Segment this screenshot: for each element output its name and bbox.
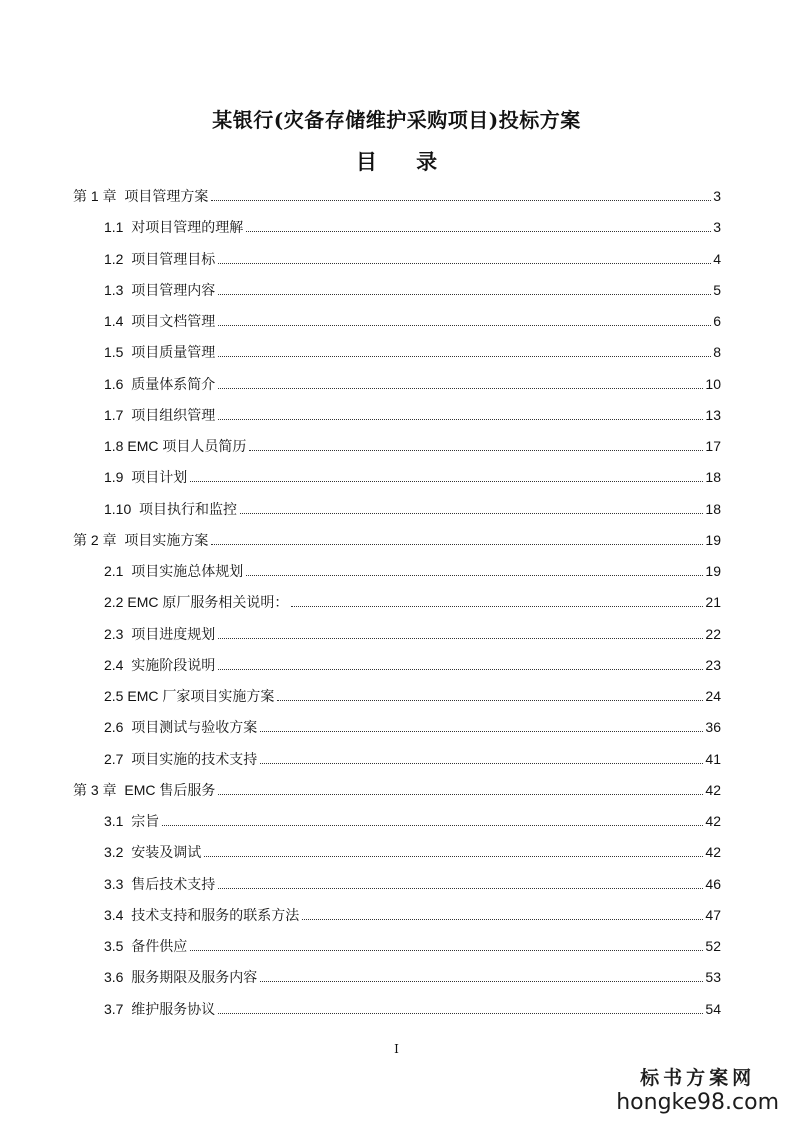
toc-entry-number: 1.2 xyxy=(104,250,132,267)
toc-entry-page: 19 xyxy=(705,531,721,548)
toc-entry-number: 1.4 xyxy=(104,313,132,329)
toc-entry[interactable] xyxy=(104,499,721,519)
toc-entry-title: 项目管理方案 xyxy=(124,188,209,204)
toc-dot-leader xyxy=(190,949,703,951)
toc-entry[interactable] xyxy=(104,686,721,706)
toc-entry-number: 1.3 xyxy=(104,281,132,298)
document-title: 某银行(灾备存储维护采购项目)投标方案 xyxy=(212,108,581,132)
toc-entry-page: 21 xyxy=(705,594,721,611)
toc-entry[interactable] xyxy=(104,842,721,862)
watermark-text-cn: 标书方案网 xyxy=(640,1067,756,1089)
toc-dot-leader xyxy=(190,480,703,482)
toc-dot-leader xyxy=(260,980,703,982)
toc-entry-page: 52 xyxy=(705,938,721,954)
toc-entry-page: 6 xyxy=(713,313,721,329)
toc-entry[interactable] xyxy=(104,874,721,894)
watermark-text-en: hongke98.com xyxy=(616,1090,779,1115)
toc-entry[interactable] xyxy=(104,717,721,737)
toc-entry[interactable] xyxy=(104,967,721,987)
toc-entry[interactable] xyxy=(104,342,721,362)
toc-entry-title: 项目文档管理 xyxy=(131,313,216,329)
toc-entry[interactable] xyxy=(104,561,721,581)
toc-entry-number: 1.10 xyxy=(104,500,140,517)
toc-entry-number: 2.7 xyxy=(104,750,132,767)
toc-entry-number: 1.7 xyxy=(104,406,132,423)
toc-entry[interactable] xyxy=(73,780,721,800)
toc-entry-title: 项目执行和监控 xyxy=(139,500,238,517)
toc-entry[interactable] xyxy=(73,530,721,550)
toc-entry-title: EMC 项目人员简历 xyxy=(127,438,247,454)
toc-entry-title: 项目管理目标 xyxy=(131,250,216,267)
toc-entry[interactable] xyxy=(104,905,721,925)
toc-entry-number: 2.5 xyxy=(104,688,128,704)
toc-entry-number: 3.3 xyxy=(104,875,132,892)
toc-heading: 目 录 xyxy=(355,149,454,174)
toc-entry-title: 服务期限及服务内容 xyxy=(131,969,258,986)
toc-entry-page: 53 xyxy=(705,969,721,986)
toc-dot-leader xyxy=(240,512,703,514)
toc-dot-leader xyxy=(218,1012,703,1014)
toc-entry-number: 第 1 章 xyxy=(73,188,125,204)
toc-dot-leader xyxy=(277,699,703,701)
toc-entry-number: 第 2 章 xyxy=(73,531,125,548)
toc-dot-leader xyxy=(302,918,703,920)
toc-entry-title: 项目实施的技术支持 xyxy=(131,750,258,767)
toc-dot-leader xyxy=(218,637,703,639)
toc-entry-number: 2.2 xyxy=(104,594,128,611)
toc-entry-page: 42 xyxy=(705,781,721,798)
toc-entry[interactable] xyxy=(104,217,721,237)
toc-entry-title: 项目测试与验收方案 xyxy=(131,719,258,736)
toc-dot-leader xyxy=(218,668,703,670)
toc-entry-title: 项目管理内容 xyxy=(131,281,216,298)
toc-entry[interactable] xyxy=(104,592,721,612)
toc-dot-leader xyxy=(204,855,703,857)
toc-entry-title: 项目质量管理 xyxy=(131,344,216,361)
toc-entry[interactable] xyxy=(104,311,721,331)
toc-entry-number: 1.9 xyxy=(104,469,132,486)
toc-entry-title: 实施阶段说明 xyxy=(131,656,216,673)
toc-entry[interactable] xyxy=(104,624,721,644)
toc-entry-page: 18 xyxy=(705,500,721,517)
toc-entry[interactable] xyxy=(104,811,721,831)
toc-entry[interactable] xyxy=(104,374,721,394)
toc-dot-leader xyxy=(211,543,703,545)
toc-entry[interactable] xyxy=(73,186,721,206)
toc-entry-page: 46 xyxy=(705,875,721,892)
toc-entry[interactable] xyxy=(104,749,721,769)
toc-entry-page: 36 xyxy=(705,719,721,736)
toc-entry-number: 3.7 xyxy=(104,1000,132,1017)
toc-dot-leader xyxy=(249,449,703,451)
toc-entry-title: 备件供应 xyxy=(131,938,188,954)
toc-entry[interactable] xyxy=(104,936,721,956)
toc-entry-title: 项目实施总体规划 xyxy=(131,563,244,579)
toc-dot-leader xyxy=(218,887,703,889)
toc-entry-title: 项目实施方案 xyxy=(124,531,209,548)
toc-entry[interactable] xyxy=(104,405,721,425)
toc-dot-leader xyxy=(218,355,711,357)
toc-entry-page: 10 xyxy=(705,375,721,392)
toc-entry-title: 项目进度规划 xyxy=(131,625,216,642)
toc-entry-page: 13 xyxy=(705,406,721,423)
toc-entry-number: 第 3 章 xyxy=(73,781,125,798)
toc-entry-number: 1.1 xyxy=(104,219,132,236)
toc-dot-leader xyxy=(218,262,711,264)
toc-entry-page: 3 xyxy=(713,219,721,236)
toc-entry-page: 23 xyxy=(705,656,721,673)
toc-dot-leader xyxy=(218,418,703,420)
toc-entry-title: EMC 售后服务 xyxy=(124,781,216,798)
toc-entry-number: 3.1 xyxy=(104,813,132,829)
toc-entry-page: 19 xyxy=(705,563,721,579)
toc-entry-page: 17 xyxy=(705,438,721,454)
toc-entry-number: 1.6 xyxy=(104,375,132,392)
toc-entry-title: EMC 厂家项目实施方案 xyxy=(127,688,275,704)
toc-dot-leader xyxy=(218,293,711,295)
toc-dot-leader xyxy=(218,793,703,795)
toc-entry-number: 2.6 xyxy=(104,719,132,736)
toc-entry-title: 安装及调试 xyxy=(131,844,202,861)
toc-entry[interactable] xyxy=(104,436,721,456)
toc-entry-page: 8 xyxy=(713,344,721,361)
toc-entry-number: 3.4 xyxy=(104,906,132,923)
toc-entry-page: 24 xyxy=(705,688,721,704)
toc-entry[interactable] xyxy=(104,655,721,675)
toc-dot-leader xyxy=(218,387,703,389)
toc-entry-number: 3.6 xyxy=(104,969,132,986)
toc-entry-page: 54 xyxy=(705,1000,721,1017)
toc-entry-title: EMC 原厂服务相关说明： xyxy=(127,594,289,611)
toc-entry-page: 18 xyxy=(705,469,721,486)
toc-entry-number: 3.5 xyxy=(104,938,132,954)
toc-dot-leader xyxy=(260,730,703,732)
toc-entry-number: 2.1 xyxy=(104,563,132,579)
toc-entry-title: 维护服务协议 xyxy=(131,1000,216,1017)
toc-entry-title: 技术支持和服务的联系方法 xyxy=(131,906,300,923)
watermark-logo xyxy=(616,1066,779,1116)
toc-dot-leader xyxy=(246,574,703,576)
toc-entry[interactable] xyxy=(104,280,721,300)
toc-entry-number: 2.3 xyxy=(104,625,132,642)
toc-entry-title: 售后技术支持 xyxy=(131,875,216,892)
toc-entry[interactable] xyxy=(104,999,721,1019)
toc-entry-page: 3 xyxy=(713,188,721,204)
toc-dot-leader xyxy=(211,199,711,201)
toc-entry-title: 宗旨 xyxy=(131,813,160,829)
toc-entry-title: 对项目管理的理解 xyxy=(131,219,244,236)
toc-entry-page: 4 xyxy=(713,250,721,267)
toc-entry[interactable] xyxy=(104,249,721,269)
toc-entry-title: 质量体系简介 xyxy=(131,375,216,392)
toc-entry-number: 3.2 xyxy=(104,844,132,861)
toc-dot-leader xyxy=(218,324,711,326)
toc-entry-page: 22 xyxy=(705,625,721,642)
toc-dot-leader xyxy=(260,762,703,764)
toc-entry[interactable] xyxy=(104,467,721,487)
toc-entry-page: 5 xyxy=(713,281,721,298)
toc-entry-title: 项目计划 xyxy=(131,469,188,486)
page-number: I xyxy=(394,1042,399,1056)
toc-entry-page: 41 xyxy=(705,750,721,767)
toc-dot-leader xyxy=(291,605,703,607)
toc-entry-title: 项目组织管理 xyxy=(131,406,216,423)
toc-entry-page: 47 xyxy=(705,906,721,923)
toc-entry-page: 42 xyxy=(705,813,721,829)
toc-dot-leader xyxy=(246,230,711,232)
toc-entry-number: 1.5 xyxy=(104,344,132,361)
toc-dot-leader xyxy=(162,824,703,826)
toc-entry-number: 1.8 xyxy=(104,438,128,454)
toc-entry-number: 2.4 xyxy=(104,656,132,673)
toc-entry-page: 42 xyxy=(705,844,721,861)
